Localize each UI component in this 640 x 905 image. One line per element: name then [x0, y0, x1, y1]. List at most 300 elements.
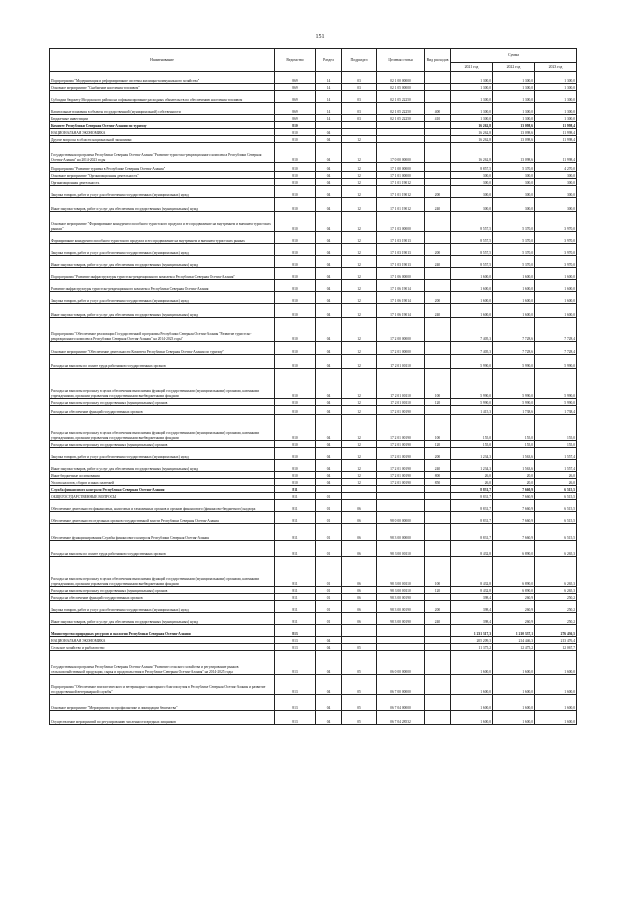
cell-expense-type: [425, 268, 451, 280]
cell-ministry: 810: [275, 292, 316, 304]
cell-sum-2023: 300,0: [535, 198, 577, 212]
cell-ministry: 810: [275, 244, 316, 256]
cell-section: 04: [316, 198, 342, 212]
cell-subsection: 06: [342, 512, 377, 524]
table-row: [50, 625, 577, 637]
cell-ministry: 810: [275, 232, 316, 244]
cell-name: Служба финансового контроля Республики Северная Осетия-Алания: [50, 486, 275, 493]
cell-sum-2023: 12 067,7: [535, 644, 577, 651]
cell-subsection: 12: [342, 163, 377, 172]
cell-target: 17 1 06 19014: [377, 292, 425, 304]
cell-sum-2022: 7 660,9: [493, 493, 535, 500]
cell-subsection: 05: [342, 675, 377, 695]
table-row: [50, 172, 577, 179]
cell-subsection: [342, 486, 377, 493]
cell-subsection: 12: [342, 186, 377, 198]
cell-subsection: [342, 625, 377, 637]
cell-sum-2022: 20,0: [493, 479, 535, 486]
cell-sum-2023: 300,0: [535, 186, 577, 198]
cell-sum-2023: 6 265,3: [535, 557, 577, 587]
cell-sum-2021: 1 600,0: [451, 695, 493, 711]
table-row: [50, 198, 577, 212]
cell-expense-type: [425, 72, 451, 84]
cell-subsection: 12: [342, 256, 377, 268]
cell-expense-type: [425, 500, 451, 512]
cell-section: 04: [316, 186, 342, 198]
cell-subsection: 06: [342, 541, 377, 557]
cell-sum-2021: 5 990,0: [451, 355, 493, 369]
table-row: [50, 115, 577, 122]
cell-section: 04: [316, 355, 342, 369]
cell-target: [377, 486, 425, 493]
cell-ministry: 810: [275, 448, 316, 460]
cell-target: 17 1 00 00000: [377, 163, 425, 172]
cell-ministry: 810: [275, 355, 316, 369]
cell-sum-2022: 1 563,6: [493, 460, 535, 472]
cell-ministry: 811: [275, 613, 316, 625]
cell-expense-type: [425, 232, 451, 244]
cell-name: Субсидии бюджету Моздокского района на софинансирование расходных обязательств по обеспечению населения топливом: [50, 91, 275, 103]
cell-expense-type: [425, 541, 451, 557]
table-row: [50, 103, 577, 115]
table-row: [50, 441, 577, 448]
cell-target: 06 7 04 28532: [377, 711, 425, 725]
cell-sum-2023: 1 600,0: [535, 675, 577, 695]
cell-ministry: 811: [275, 493, 316, 500]
cell-expense-type: 200: [425, 292, 451, 304]
cell-target: 17 1 01 19012: [377, 186, 425, 198]
cell-sum-2022: 1 600,0: [493, 711, 535, 725]
cell-section: 04: [316, 212, 342, 232]
table-row: [50, 244, 577, 256]
cell-sum-2022: 13 098,6: [493, 136, 535, 143]
col-header-section: Раздел: [316, 49, 342, 72]
cell-expense-type: [425, 493, 451, 500]
cell-target: 98 3 00 00110: [377, 557, 425, 587]
cell-target: 17 1 06 00000: [377, 268, 425, 280]
cell-name: Государственная программа Республики Северная Осетия-Алания "Развитие сельского хозяйства и регулирование рынков сельскохозяйственной продукции, сырья и продовольствия в Республике Северная Осетия-Алания" на 2014-2025 годы: [50, 651, 275, 675]
cell-sum-2021: 5 990,0: [451, 399, 493, 406]
table-row: [50, 512, 577, 524]
cell-target: [377, 637, 425, 644]
cell-expense-type: 400: [425, 103, 451, 115]
cell-expense-type: [425, 675, 451, 695]
cell-expense-type: [425, 163, 451, 172]
cell-sum-2021: 1 600,0: [451, 711, 493, 725]
cell-sum-2023: 300,0: [535, 179, 577, 186]
cell-subsection: 12: [342, 472, 377, 479]
cell-expense-type: 800: [425, 472, 451, 479]
cell-sum-2023: 7 728,4: [535, 342, 577, 355]
cell-expense-type: [425, 406, 451, 415]
cell-section: 04: [316, 406, 342, 415]
cell-ministry: 810: [275, 163, 316, 172]
cell-sum-2023: 3 970,0: [535, 232, 577, 244]
cell-expense-type: [425, 637, 451, 644]
cell-name: Расходы на выплаты персоналу государственных (муниципальных) органов: [50, 441, 275, 448]
cell-target: 17 1 01 19012: [377, 198, 425, 212]
cell-section: 04: [316, 479, 342, 486]
cell-sum-2022: 1 300,0: [493, 84, 535, 91]
cell-sum-2023: 6 265,3: [535, 587, 577, 594]
cell-expense-type: 120: [425, 587, 451, 594]
cell-sum-2022: 300,0: [493, 172, 535, 179]
cell-sum-2023: 1 300,0: [535, 115, 577, 122]
cell-sum-2021: 1 300,0: [451, 84, 493, 91]
cell-expense-type: [425, 651, 451, 675]
cell-subsection: 06: [342, 587, 377, 594]
cell-section: 04: [316, 163, 342, 172]
cell-name: Обеспечение деятельности финансовых, налоговых и таможенных органов и органов финансового (финансово-бюджетного) надзора: [50, 500, 275, 512]
cell-expense-type: [425, 122, 451, 129]
table-row: [50, 541, 577, 557]
cell-section: 04: [316, 695, 342, 711]
cell-section: 04: [316, 675, 342, 695]
cell-section: 04: [316, 232, 342, 244]
cell-expense-type: [425, 91, 451, 103]
cell-ministry: 811: [275, 500, 316, 512]
cell-section: 01: [316, 500, 342, 512]
cell-ministry: 810: [275, 406, 316, 415]
cell-ministry: 811: [275, 601, 316, 613]
cell-expense-type: 200: [425, 186, 451, 198]
cell-expense-type: [425, 280, 451, 292]
cell-sum-2023: 6 515,5: [535, 486, 577, 493]
table-row: [50, 675, 577, 695]
cell-ministry: 810: [275, 186, 316, 198]
table-row: [50, 695, 577, 711]
cell-subsection: 03: [342, 84, 377, 91]
cell-subsection: 12: [342, 355, 377, 369]
cell-expense-type: [425, 172, 451, 179]
cell-section: 04: [316, 369, 342, 399]
cell-ministry: 810: [275, 136, 316, 143]
cell-sum-2021: 8 831,7: [451, 493, 493, 500]
col-header-ministry: Ведомство: [275, 49, 316, 72]
cell-sum-2022: 5 370,0: [493, 244, 535, 256]
cell-name: Формирование конкурентоспособного туристского продукта и его продвижение на внутреннем и внешнем туристских рынках: [50, 232, 275, 244]
table-row: [50, 594, 577, 601]
cell-sum-2023: 5 990,0: [535, 399, 577, 406]
cell-sum-2022: 7 660,9: [493, 500, 535, 512]
cell-target: 06 7 00 00000: [377, 675, 425, 695]
cell-name: Основное мероприятие "Организационная деятельность": [50, 172, 275, 179]
cell-section: 01: [316, 601, 342, 613]
cell-sum-2021: 11 375,2: [451, 644, 493, 651]
cell-target: 17 2 01 00110: [377, 355, 425, 369]
cell-sum-2023: 11 998,4: [535, 129, 577, 136]
cell-name: Иные закупки товаров, работ и услуг для обеспечения государственных (муниципальных) нужд: [50, 304, 275, 318]
cell-target: 17 2 00 00000: [377, 318, 425, 342]
cell-expense-type: [425, 143, 451, 163]
cell-sum-2021: 300,0: [451, 186, 493, 198]
table-row: [50, 460, 577, 472]
cell-section: 04: [316, 460, 342, 472]
cell-sum-2022: 6 890,0: [493, 557, 535, 587]
cell-expense-type: 200: [425, 448, 451, 460]
cell-sum-2022: 155,0: [493, 415, 535, 441]
cell-section: 04: [316, 644, 342, 651]
cell-sum-2023: 5 990,0: [535, 355, 577, 369]
cell-target: [377, 644, 425, 651]
cell-target: 17 2 01 00190: [377, 448, 425, 460]
cell-section: 14: [316, 91, 342, 103]
cell-target: 17 1 03 19013: [377, 256, 425, 268]
cell-subsection: 05: [342, 651, 377, 675]
cell-section: 14: [316, 115, 342, 122]
cell-subsection: 06: [342, 557, 377, 587]
cell-subsection: [342, 129, 377, 136]
cell-section: 04: [316, 129, 342, 136]
cell-ministry: 810: [275, 198, 316, 212]
cell-sum-2021: 205 209,3: [451, 637, 493, 644]
cell-sum-2021: 8 557,5: [451, 212, 493, 232]
cell-subsection: 05: [342, 644, 377, 651]
cell-subsection: 12: [342, 441, 377, 448]
cell-name: Расходы на выплаты персоналу в целях обеспечения выполнения функций государственными (муниципальными) органами, казенными учреждениями, органами управления государственными внебюджетными фондами: [50, 415, 275, 441]
cell-sum-2021: 26,0: [451, 479, 493, 486]
cell-target: 98 3 00 00190: [377, 613, 425, 625]
cell-sum-2021: 8 432,8: [451, 557, 493, 587]
cell-expense-type: [425, 625, 451, 637]
cell-sum-2023: 1 600,0: [535, 695, 577, 711]
cell-target: 17 2 01 00190: [377, 406, 425, 415]
cell-sum-2022: 260,9: [493, 594, 535, 601]
cell-subsection: 12: [342, 232, 377, 244]
cell-name: Государственная программа Республики Северная Осетия-Алания "Развитие туристско-рекреационного комплекса Республики Северная Осетия-Алания" на 2014-2023 годы: [50, 143, 275, 163]
cell-name: Бюджетные инвестиции: [50, 115, 275, 122]
cell-target: 17 1 06 19014: [377, 280, 425, 292]
cell-expense-type: [425, 594, 451, 601]
cell-section: 04: [316, 244, 342, 256]
cell-name: Развитие инфраструктуры туристско-рекреационного комплекса Республики Северная Осетия-Алания: [50, 280, 275, 292]
cell-expense-type: [425, 136, 451, 143]
cell-section: 04: [316, 399, 342, 406]
cell-name: Осуществление мероприятий по регулированию численности вредных хищников: [50, 711, 275, 725]
col-header-name: Наименование: [50, 49, 275, 72]
cell-sum-2022: 13 098,6: [493, 143, 535, 163]
cell-subsection: 12: [342, 136, 377, 143]
cell-section: 04: [316, 651, 342, 675]
cell-sum-2021: 155,0: [451, 441, 493, 448]
table-row: [50, 587, 577, 594]
cell-expense-type: 120: [425, 399, 451, 406]
cell-expense-type: [425, 212, 451, 232]
cell-sum-2023: 6 265,3: [535, 541, 577, 557]
cell-target: 17 2 01 00190: [377, 460, 425, 472]
cell-subsection: 06: [342, 601, 377, 613]
cell-subsection: 12: [342, 369, 377, 399]
cell-sum-2023: 155,0: [535, 415, 577, 441]
cell-section: 04: [316, 268, 342, 280]
cell-subsection: 06: [342, 594, 377, 601]
cell-name: Иные закупки товаров, работ и услуг для обеспечения государственных (муниципальных) нужд: [50, 613, 275, 625]
cell-sum-2023: 5 990,0: [535, 369, 577, 399]
table-row: [50, 500, 577, 512]
cell-expense-type: [425, 644, 451, 651]
table-row: [50, 136, 577, 143]
cell-name: Уплата налогов, сборов и иных платежей: [50, 479, 275, 486]
cell-sum-2023: 6 515,5: [535, 524, 577, 541]
cell-name: Подпрограмма "Обеспечение эпизоотического и ветеринарно-санитарного благополучия в Республике Северная Осетия-Алания и развитие государственной ветеринарной службы": [50, 675, 275, 695]
table-row: [50, 318, 577, 342]
cell-target: 98 3 00 00000: [377, 524, 425, 541]
cell-target: 17 0 00 00000: [377, 143, 425, 163]
cell-sum-2023: 1 600,0: [535, 304, 577, 318]
cell-section: 04: [316, 179, 342, 186]
cell-name: Подпрограмма "Развитие инфраструктуры туристско-рекреационного комплекса Республики Северная Осетия-Алания": [50, 268, 275, 280]
table-row: [50, 601, 577, 613]
cell-expense-type: 100: [425, 415, 451, 441]
cell-sum-2023: 155,0: [535, 441, 577, 448]
cell-target: 02 1 05 22250: [377, 91, 425, 103]
cell-target: 17 1 03 00000: [377, 212, 425, 232]
cell-sum-2022: 13 098,6: [493, 129, 535, 136]
cell-sum-2021: 1 234,3: [451, 460, 493, 472]
cell-sum-2022: 5 370,0: [493, 163, 535, 172]
table-row: [50, 369, 577, 399]
cell-sum-2022: 1 300,0: [493, 91, 535, 103]
cell-sum-2021: 8 831,7: [451, 486, 493, 493]
cell-target: 98 0 00 00000: [377, 512, 425, 524]
cell-sum-2022: 1 600,0: [493, 675, 535, 695]
cell-expense-type: [425, 524, 451, 541]
cell-subsection: 03: [342, 91, 377, 103]
cell-section: 01: [316, 512, 342, 524]
cell-target: 17 2 01 00190: [377, 441, 425, 448]
cell-name: Другие вопросы в области национальной экономики: [50, 136, 275, 143]
table-row: [50, 557, 577, 587]
cell-expense-type: 100: [425, 557, 451, 587]
cell-sum-2022: 5 990,0: [493, 355, 535, 369]
table-row: [50, 163, 577, 172]
cell-name: Расходы на выплаты персоналу в целях обеспечения выполнения функций государственными (муниципальными) органами, казенными учреждениями, органами управления государственными внебюджетными фондами: [50, 369, 275, 399]
cell-section: 01: [316, 524, 342, 541]
table-row: [50, 280, 577, 292]
cell-subsection: 06: [342, 500, 377, 512]
cell-sum-2021: 398,4: [451, 594, 493, 601]
cell-section: 04: [316, 472, 342, 479]
cell-name: Обеспечение функционирования Службы финансового контроля Республики Северная Осетия-Алания: [50, 524, 275, 541]
cell-sum-2023: 1 300,0: [535, 84, 577, 91]
table-row: [50, 355, 577, 369]
cell-section: 04: [316, 280, 342, 292]
cell-expense-type: 200: [425, 601, 451, 613]
cell-sum-2021: 398,4: [451, 601, 493, 613]
cell-sum-2021: 300,0: [451, 198, 493, 212]
cell-ministry: 869: [275, 103, 316, 115]
page-number: 151: [315, 34, 325, 40]
table-row: [50, 493, 577, 500]
cell-expense-type: 120: [425, 441, 451, 448]
cell-section: 01: [316, 594, 342, 601]
cell-subsection: 12: [342, 479, 377, 486]
cell-name: Расходы на выплаты персоналу в целях обеспечения выполнения функций государственными (муниципальными) органами, казенными учреждениями, органами управления государственными внебюджетными фондами: [50, 557, 275, 587]
table-row: [50, 448, 577, 460]
cell-sum-2021: 1 600,0: [451, 651, 493, 675]
col-header-target: Целевая статья: [377, 49, 425, 72]
cell-sum-2021: 7 405,3: [451, 342, 493, 355]
cell-sum-2021: 1 300,0: [451, 91, 493, 103]
cell-sum-2023: 1 300,0: [535, 91, 577, 103]
cell-sum-2022: 260,9: [493, 613, 535, 625]
cell-target: 98 3 00 00110: [377, 541, 425, 557]
cell-sum-2022: 1 300,0: [493, 72, 535, 84]
cell-ministry: 810: [275, 256, 316, 268]
cell-name: Расходы на выплаты персоналу государственных (муниципальных) органов: [50, 399, 275, 406]
cell-subsection: 12: [342, 244, 377, 256]
table-row: [50, 415, 577, 441]
cell-target: 17 2 01 00190: [377, 479, 425, 486]
cell-section: 01: [316, 541, 342, 557]
table-row: [50, 472, 577, 479]
table-row: [50, 651, 577, 675]
table-row: [50, 84, 577, 91]
cell-ministry: 810: [275, 304, 316, 318]
cell-sum-2021: 26,0: [451, 472, 493, 479]
cell-sum-2021: 16 262,8: [451, 122, 493, 129]
cell-sum-2021: 1 600,0: [451, 268, 493, 280]
cell-section: 01: [316, 493, 342, 500]
cell-section: 14: [316, 84, 342, 91]
cell-subsection: 03: [342, 72, 377, 84]
cell-section: 04: [316, 342, 342, 355]
cell-target: [377, 625, 425, 637]
table-row: [50, 212, 577, 232]
cell-sum-2023: 250,2: [535, 613, 577, 625]
cell-sum-2021: 5 990,0: [451, 369, 493, 399]
cell-section: 04: [316, 441, 342, 448]
cell-ministry: 810: [275, 318, 316, 342]
cell-sum-2023: 26,0: [535, 479, 577, 486]
cell-ministry: 813: [275, 625, 316, 637]
cell-subsection: 12: [342, 212, 377, 232]
cell-section: 01: [316, 613, 342, 625]
cell-name: Закупка товаров, работ и услуг для обеспечения государственных (муниципальных) нужд: [50, 448, 275, 460]
cell-section: 04: [316, 256, 342, 268]
cell-name: Подпрограмма "Модернизация и реформирование системы жилищно-коммунального хозяйства": [50, 72, 275, 84]
cell-sum-2022: 1 600,0: [493, 304, 535, 318]
cell-name: Обеспечение деятельности отдельных органов государственной власти Республики Северная Осетия-Алания: [50, 512, 275, 524]
cell-expense-type: [425, 342, 451, 355]
cell-sum-2022: 5 370,0: [493, 256, 535, 268]
cell-sum-2023: 300,0: [535, 172, 577, 179]
cell-subsection: 12: [342, 415, 377, 441]
cell-target: [377, 122, 425, 129]
cell-sum-2021: 1 231 317,3: [451, 625, 493, 637]
cell-ministry: 810: [275, 172, 316, 179]
cell-sum-2023: 6 515,5: [535, 493, 577, 500]
cell-section: [316, 122, 342, 129]
cell-sum-2023: 1 738,4: [535, 406, 577, 415]
cell-sum-2021: 1 600,0: [451, 675, 493, 695]
cell-sum-2021: 1 300,0: [451, 72, 493, 84]
cell-expense-type: [425, 486, 451, 493]
table-row: [50, 479, 577, 486]
cell-ministry: 869: [275, 72, 316, 84]
cell-target: [377, 136, 425, 143]
cell-subsection: 12: [342, 268, 377, 280]
cell-name: Иные закупки товаров, работ и услуг для обеспечения государственных (муниципальных) нужд: [50, 198, 275, 212]
cell-target: 98 3 00 00190: [377, 601, 425, 613]
cell-ministry: 810: [275, 460, 316, 472]
table-row: [50, 179, 577, 186]
cell-sum-2021: 8 557,5: [451, 256, 493, 268]
cell-name: Министерство природных ресурсов и экологии Республики Северная Осетия-Алания: [50, 625, 275, 637]
cell-sum-2023: 1 600,0: [535, 711, 577, 725]
cell-ministry: 811: [275, 557, 316, 587]
cell-sum-2023: 11 998,4: [535, 122, 577, 129]
